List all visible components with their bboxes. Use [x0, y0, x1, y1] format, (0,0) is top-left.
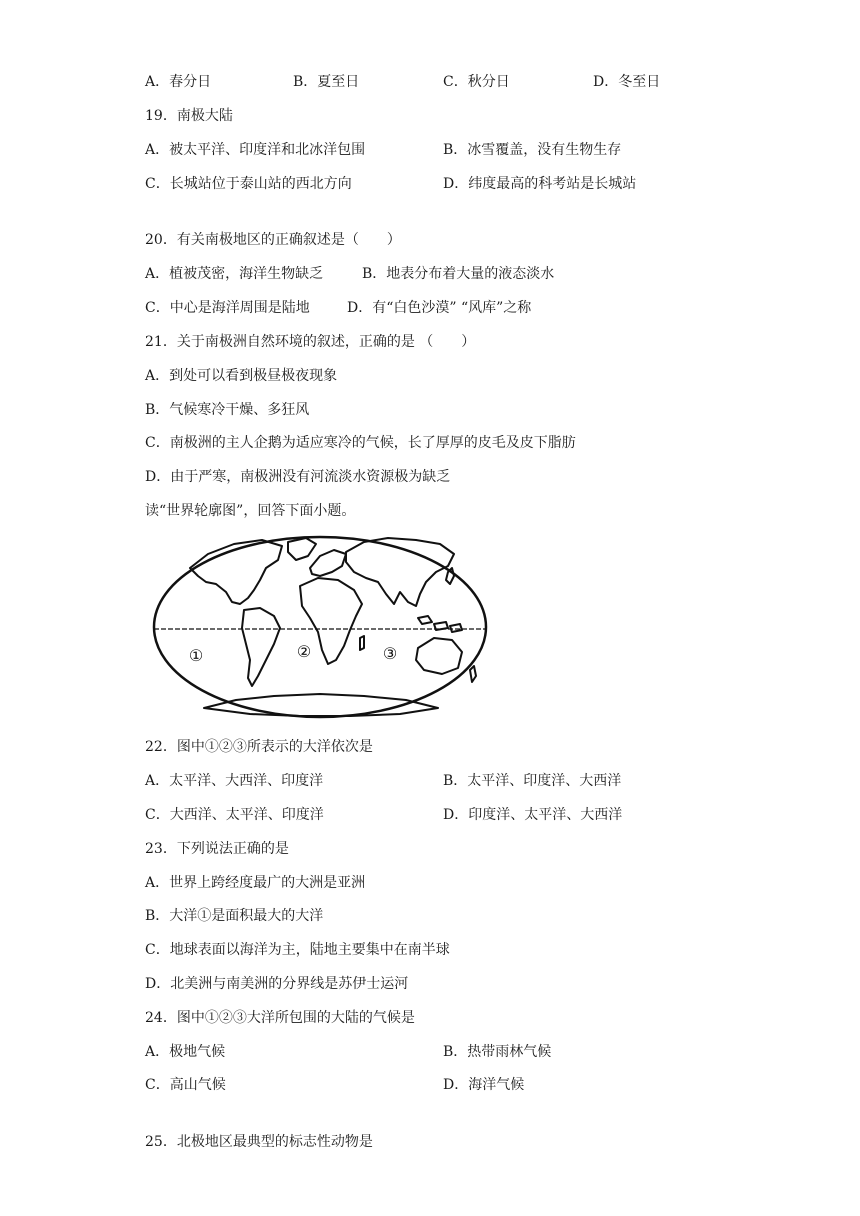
- q22-stem: 22．图中①②③所表示的大洋依次是: [145, 739, 373, 755]
- q20-stem: 20．有关南极地区的正确叙述是（ ）: [145, 232, 401, 248]
- q21-stem: 21．关于南极洲自然环境的叙述，正确的是 （ ）: [145, 334, 476, 350]
- q21-option-b: B．气候寒冷干燥、多狂风: [145, 402, 310, 418]
- q23-option-b: B．大洋①是面积最大的大洋: [145, 908, 324, 924]
- q24-option-c: C．高山气候: [145, 1077, 226, 1093]
- q20-option-b: B．地表分布着大量的液态淡水: [362, 266, 555, 282]
- q23-stem: 23．下列说法正确的是: [145, 841, 289, 857]
- q22-option-d: D．印度洋、太平洋、大西洋: [443, 807, 623, 823]
- q22-option-c: C．大西洋、太平洋、印度洋: [145, 807, 324, 823]
- map-label-1: ①: [188, 646, 204, 665]
- q18-option-d: D．冬至日: [593, 74, 661, 90]
- q23-option-d: D．北美洲与南美洲的分界线是苏伊士运河: [145, 976, 409, 992]
- q19-option-a: A．被太平洋、印度洋和北冰洋包围: [145, 142, 366, 158]
- q19-option-d: D．纬度最高的科考站是长城站: [443, 176, 637, 192]
- q24-stem: 24．图中①②③大洋所包围的大陆的气候是: [145, 1010, 415, 1026]
- q21-option-c: C．南极洲的主人企鹅为适应寒冷的气候，长了厚厚的皮毛及皮下脂肪: [145, 435, 576, 451]
- q22-option-b: B．太平洋、印度洋、大西洋: [443, 773, 622, 789]
- q18-option-c: C．秋分日: [443, 74, 510, 90]
- q24-option-b: B．热带雨林气候: [443, 1044, 552, 1060]
- q23-option-a: A．世界上跨经度最广的大洲是亚洲: [145, 875, 366, 891]
- q20-option-c: C．中心是海洋周围是陆地: [145, 300, 310, 316]
- map-label-3: ③: [382, 644, 398, 663]
- map-label-2: ②: [296, 642, 312, 661]
- world-outline-map: [150, 532, 490, 722]
- q20-option-a: A．植被茂密，海洋生物缺乏: [145, 266, 324, 282]
- q23-option-c: C．地球表面以海洋为主，陆地主要集中在南半球: [145, 942, 450, 958]
- q19-option-b: B．冰雪覆盖，没有生物生存: [443, 142, 622, 158]
- q25-stem: 25．北极地区最典型的标志性动物是: [145, 1134, 373, 1150]
- q21-option-d: D．由于严寒，南极洲没有河流淡水资源极为缺乏: [145, 469, 451, 485]
- map-intro: 读“世界轮廓图”，回答下面小题。: [145, 503, 356, 519]
- q21-option-a: A．到处可以看到极昼极夜现象: [145, 368, 338, 384]
- q19-stem: 19．南极大陆: [145, 108, 233, 124]
- q18-option-b: B．夏至日: [293, 74, 360, 90]
- q18-option-a: A．春分日: [145, 74, 212, 90]
- q19-option-c: C．长城站位于泰山站的西北方向: [145, 176, 352, 192]
- q22-option-a: A．太平洋、大西洋、印度洋: [145, 773, 324, 789]
- q24-option-d: D．海洋气候: [443, 1077, 525, 1093]
- q24-option-a: A．极地气候: [145, 1044, 226, 1060]
- q20-option-d: D．有“白色沙漠” “风库”之称: [347, 300, 532, 316]
